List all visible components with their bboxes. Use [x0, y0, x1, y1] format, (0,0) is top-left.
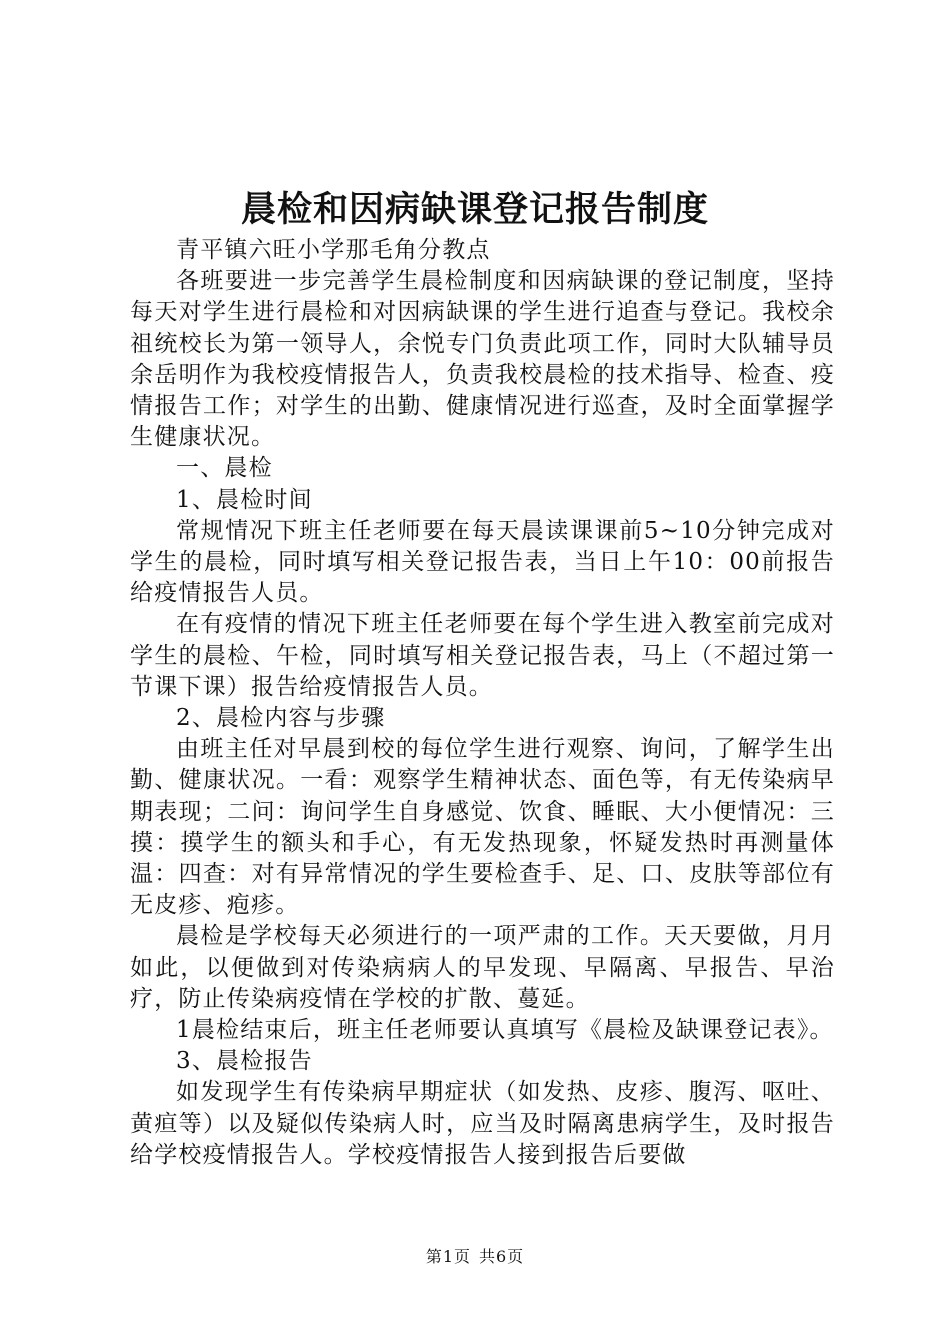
heading-morning-check: 一、晨检: [176, 455, 273, 482]
subheading-check-time: 1、晨检时间: [176, 486, 313, 513]
paragraph-check-steps: 由班主任对早晨到校的每位学生进行观察、询问，了解学生出勤、健康状况。一看：观察学生精神状态、面色等，有无传染病早期表现；二问：询问学生自身感觉、饮食、睡眠、大小便情况：三摸：摸学生的额头和手心，有无发热现象，怀疑发热时再测量体温：四查：对有异常情况的学生要检查手、足、口、皮肤等部位有无皮疹、疱疹。: [130, 736, 835, 919]
paragraph-epidemic-routine: 在有疫情的情况下班主任老师要在每个学生进入教室前完成对学生的晨检、午检，同时填写相关登记报告表，马上（不超过第一节课下课）报告给疫情报告人员。: [130, 611, 835, 700]
paragraph-check-importance: 晨检是学校每天必须进行的一项严肃的工作。天天要做，月月如此，以便做到对传染病病人的早发现、早隔离、早报告、早治疗，防止传染病疫情在学校的扩散、蔓延。: [130, 923, 835, 1012]
paragraph-fill-form: 1晨检结束后，班主任老师要认真填写《晨检及缺课登记表》。: [176, 1017, 834, 1044]
page-number: 第1页: [425, 1247, 471, 1266]
document-title: 晨检和因病缺课登记报告制度: [240, 189, 709, 230]
subheading-check-content: 2、晨检内容与步骤: [176, 705, 386, 732]
document-body: [130, 235, 835, 1171]
page-footer: [0, 1244, 950, 1267]
paragraph-normal-routine: 常规情况下班主任老师要在每天晨读课课前5~10分钟完成对学生的晨检，同时填写相关登记报告表，当日上午10：00前报告给疫情报告人员。: [130, 517, 835, 607]
paragraph-report-procedure: 如发现学生有传染病早期症状（如发热、皮疹、腹泻、呕吐、黄疸等）以及疑似传染病人时，应当及时隔离患病学生，及时报告给学校疫情报告人。学校疫情报告人接到报告后要做: [130, 1079, 835, 1168]
paragraph-school: 青平镇六旺小学那毛角分教点: [176, 237, 491, 263]
subheading-check-report: 3、晨检报告: [176, 1048, 313, 1075]
page-total: 共6页: [479, 1247, 525, 1266]
paragraph-intro: 各班要进一步完善学生晨检制度和因病缺课的登记制度，坚持每天对学生进行晨检和对因病缺课的学生进行追查与登记。我校余祖统校长为第一领导人，余悦专门负责此项工作，同时大队辅导员余岳明作为我校疫情报告人，负责我校晨检的技术指导、检查、疫情报告工作；对学生的出勤、健康情况进行巡查，及时全面掌握学生健康状况。: [130, 268, 835, 451]
